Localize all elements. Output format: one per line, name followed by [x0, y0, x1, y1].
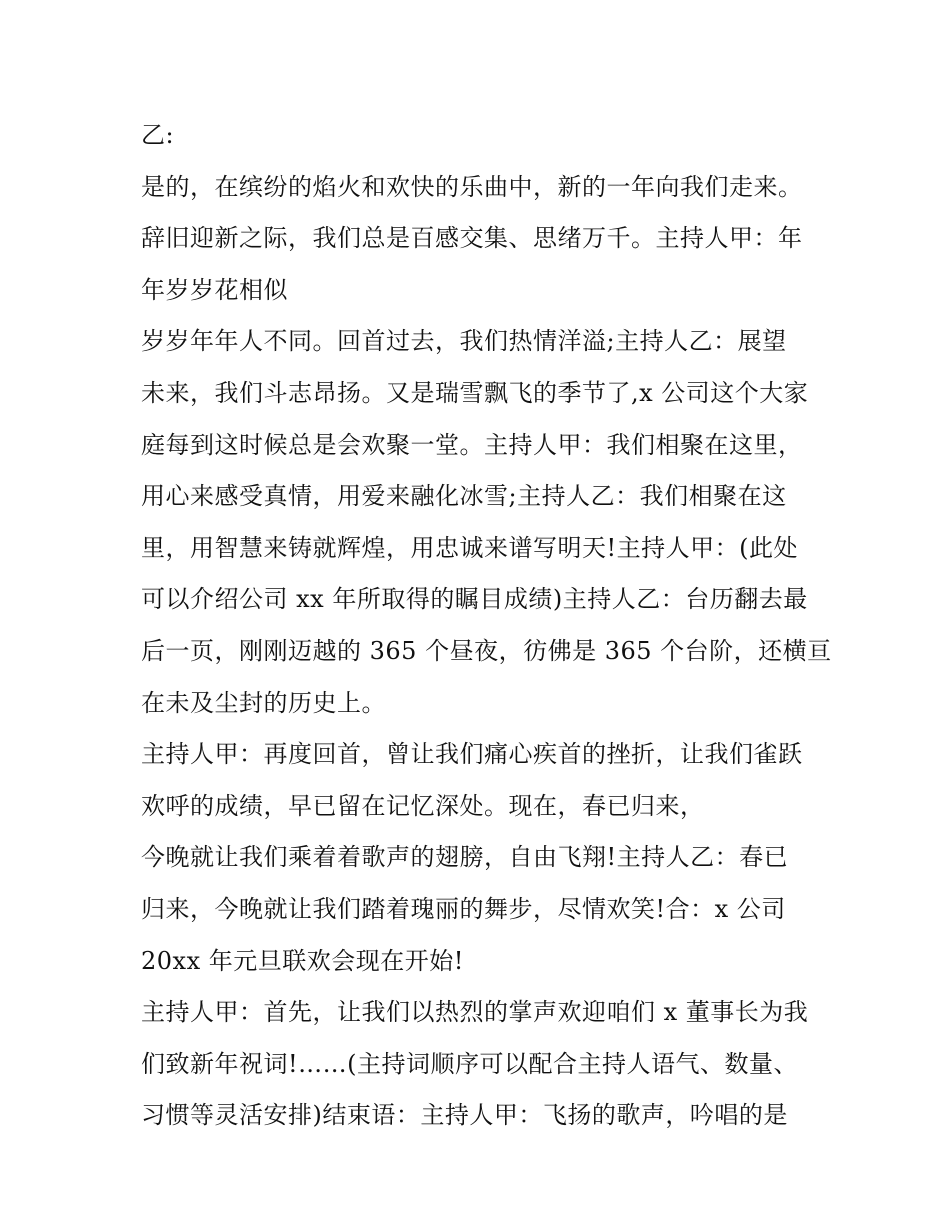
text-line: 主持人甲：首先，让我们以热烈的掌声欢迎咱们 x 董事长为我: [141, 998, 809, 1027]
text-line: 未来，我们斗志昂扬。又是瑞雪飘飞的季节了,x 公司这个大家: [141, 378, 809, 407]
text-line: 辞旧迎新之际，我们总是百感交集、思绪万千。主持人甲：年: [141, 224, 803, 253]
text-line: 年岁岁花相似: [141, 275, 288, 304]
text-line: 乙:: [141, 121, 175, 149]
text-line: 里，用智慧来铸就辉煌，用忠诚来谱写明天!主持人甲：(此处: [141, 533, 799, 562]
text-line: 归来，今晚就让我们踏着瑰丽的舞步，尽情欢笑!合：x 公司: [141, 894, 786, 923]
text-line: 今晚就让我们乘着着歌声的翅膀，自由飞翔!主持人乙：春已: [141, 843, 789, 872]
text-line: 欢呼的成绩，早已留在记忆深处。现在，春已归来，: [141, 791, 705, 820]
document-body: [141, 110, 832, 1142]
text-line: 可以介绍公司 xx 年所取得的瞩目成绩)主持人乙：台历翻去最: [141, 585, 808, 614]
text-line: 习惯等灵活安排)结束语：主持人甲：飞扬的歌声，吟唱的是: [141, 1101, 788, 1130]
text-line: 后一页，刚刚迈越的 365 个昼夜，彷佛是 365 个台阶，还横亘: [141, 636, 832, 665]
text-line: 庭每到这时候总是会欢聚一堂。主持人甲：我们相聚在这里，: [141, 430, 803, 459]
text-line: 在未及尘封的历史上。: [141, 688, 386, 717]
text-line: 们致新年祝词!……(主持词顺序可以配合主持人语气、数量、: [141, 1049, 799, 1078]
text-line: 20xx 年元旦联欢会现在开始!: [141, 946, 464, 975]
text-line: 主持人甲：再度回首，曾让我们痛心疾首的挫折，让我们雀跃: [141, 740, 803, 769]
text-line: 岁岁年年人不同。回首过去，我们热情洋溢;主持人乙：展望: [141, 327, 787, 356]
text-line: 用心来感受真情，用爱来融化冰雪;主持人乙：我们相聚在这: [141, 482, 787, 511]
text-line: 是的，在缤纷的焰火和欢快的乐曲中，新的一年向我们走来。: [141, 172, 803, 201]
